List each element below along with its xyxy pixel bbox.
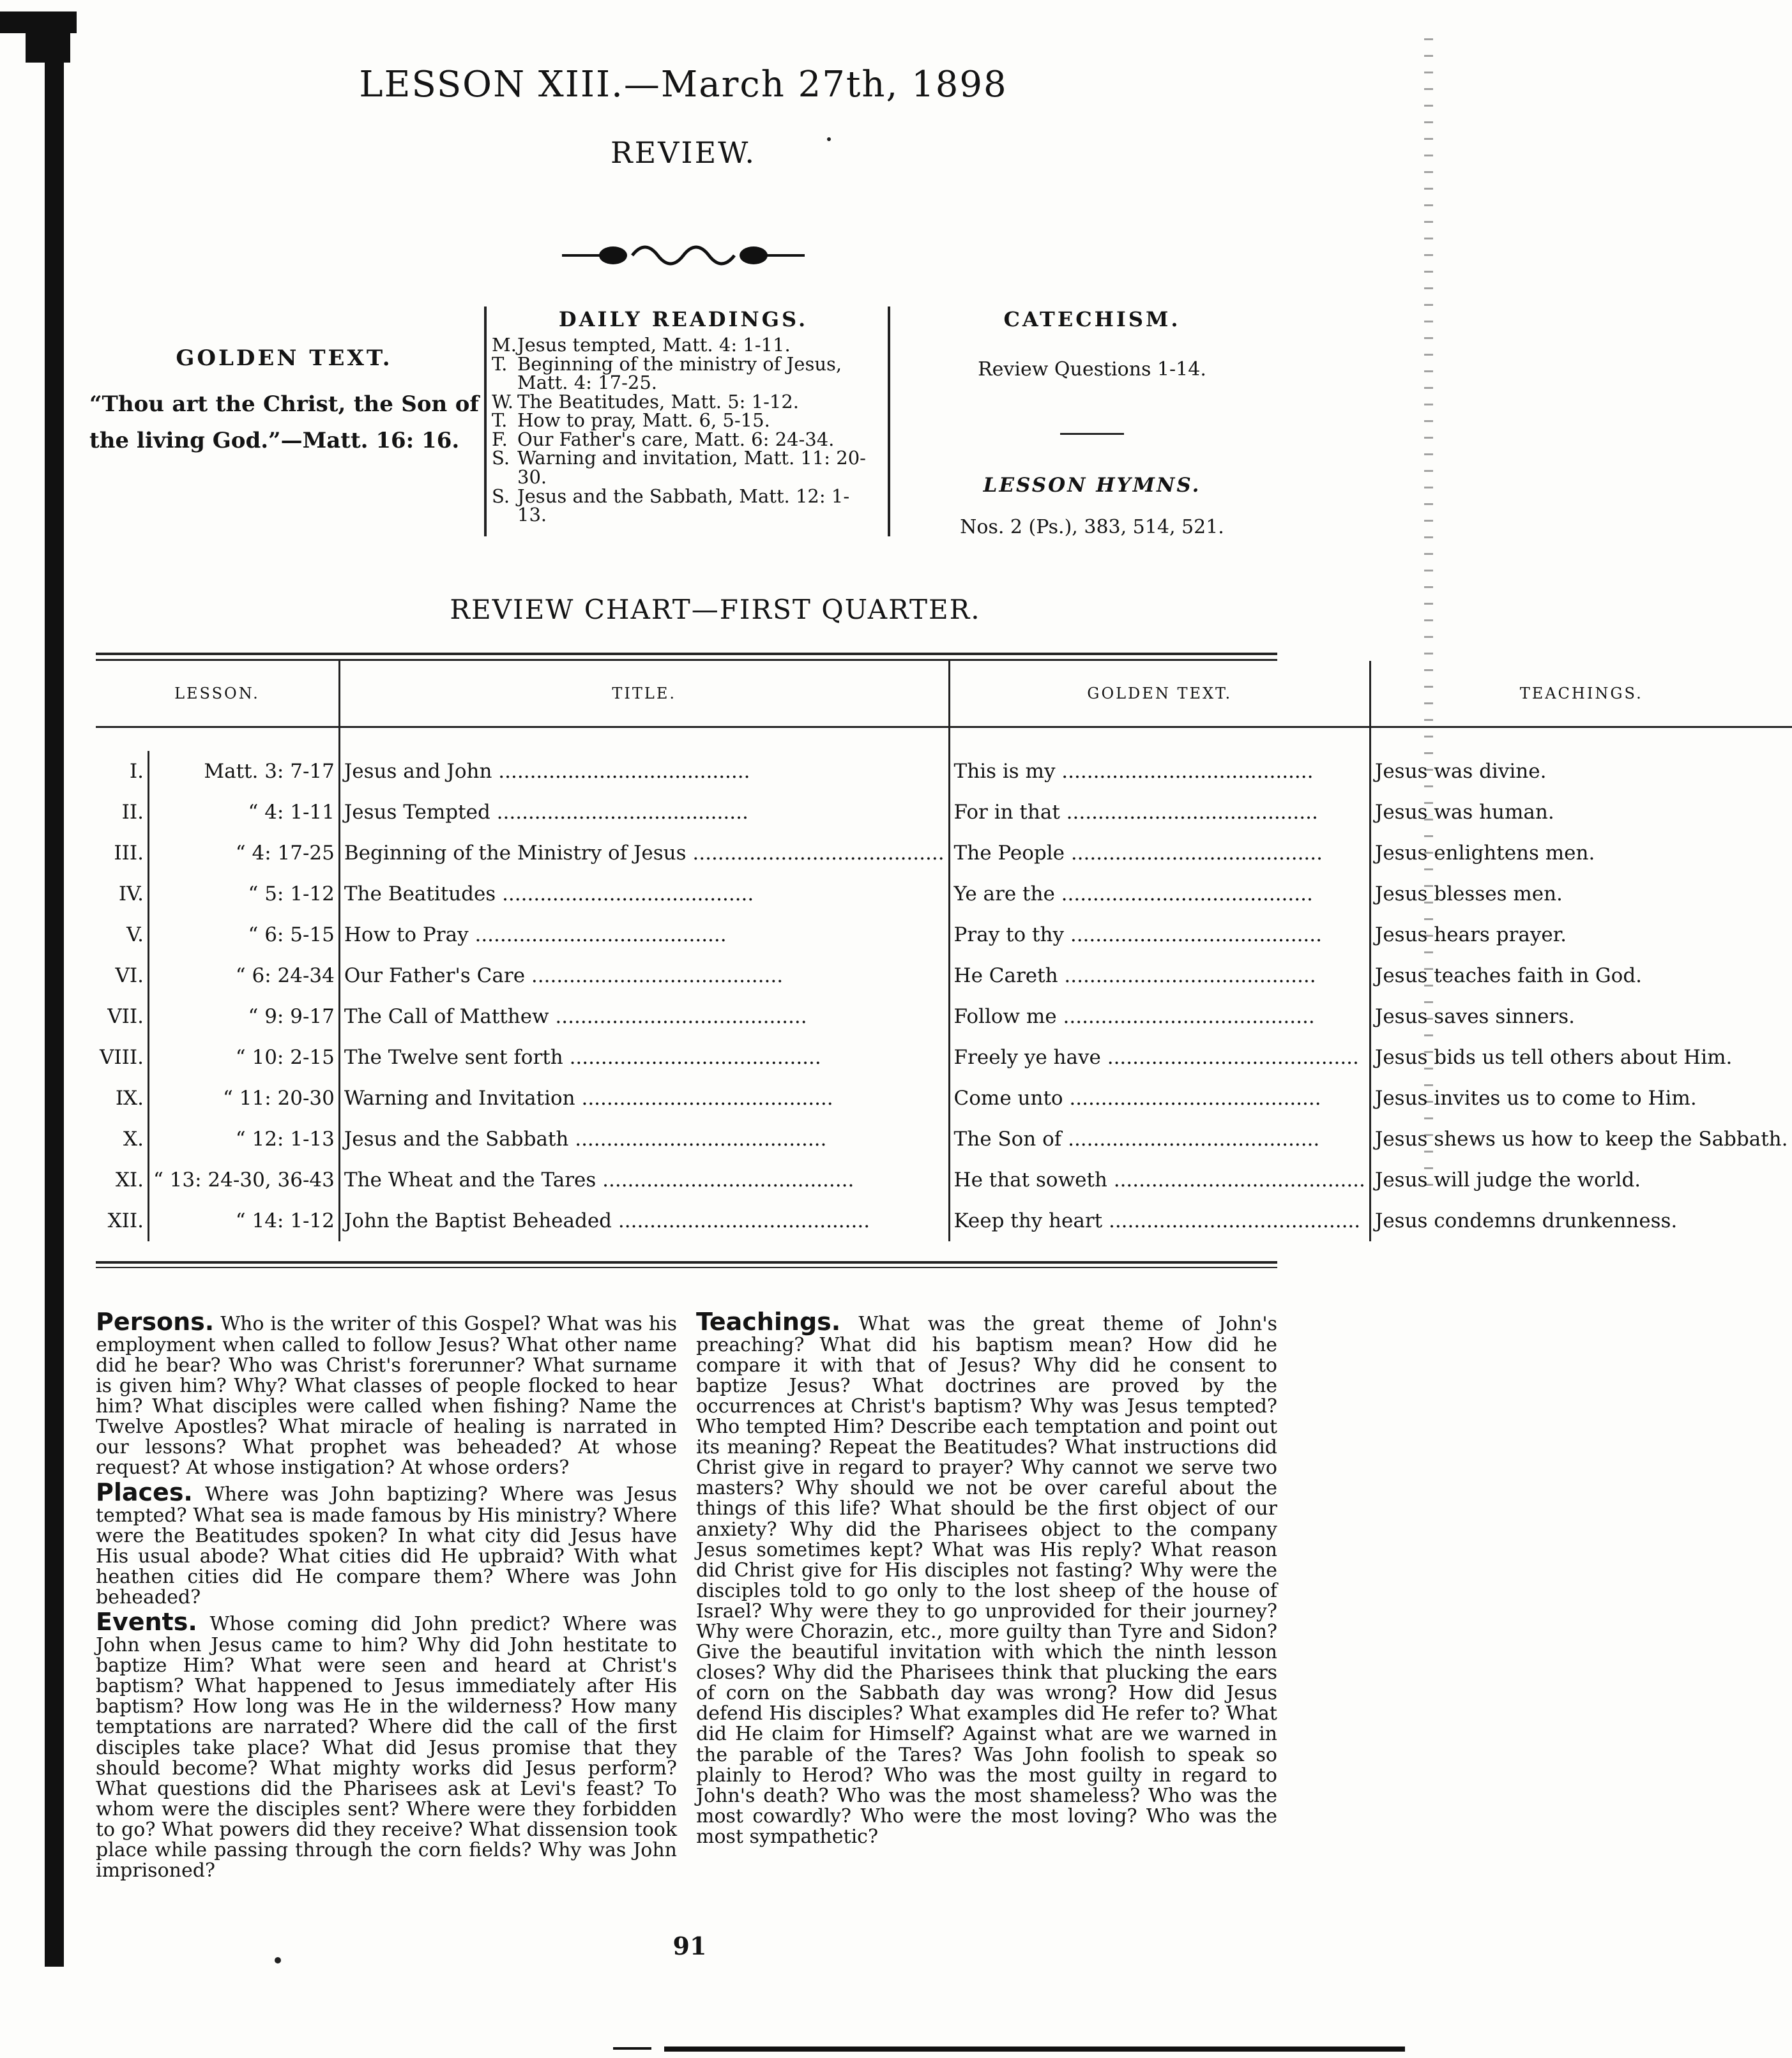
scripture-reference: “ 12: 1-13	[148, 1119, 339, 1160]
reading-item: M. Jesus tempted, Matt. 4: 1-11.	[492, 334, 791, 356]
lesson-teaching: Jesus shews us how to keep the Sabbath.	[1374, 1128, 1788, 1151]
lesson-title: How to Pray .....	[339, 914, 949, 955]
lesson-teaching: Jesus teaches faith in God.	[1374, 964, 1643, 987]
lesson-title: Jesus Tempted .....	[339, 792, 949, 833]
daily-readings-block	[492, 306, 875, 525]
golden-text-excerpt: Ye are the .....	[949, 874, 1370, 914]
lesson-number: X.	[96, 1119, 148, 1160]
lesson-number: V.	[96, 914, 148, 955]
teachings-text: What was the great theme of John's preaching? What did his baptism mean? How did he compare it with that of Jesus? Why did he consent to baptize Jesus? What doctrines are proved by the occurrences at Christ's baptism? Why was Jesus tempted? Who tempted Him? Describe each temptation and point out its meaning? Repeat the Beatitudes? What instructions did Christ give in regard to prayer? Why cannot we serve two masters? Why should we not be over careful about the things of this life? What should be the first object of our anxiety? Why did the Pharisees object to the company Jesus sometimes kept? What was His reply? What reason did Christ give for His disciples not fasting? Why were the disciples told to go only to the lost sheep of the house of Israel? Why were they to go unprovided for their journey? Why were Chorazin, etc., more guilty than Tyre and Sidon? Give the beautiful invitation with which the ninth lesson closes? Why did the Pharisees think that plucking the ears of corn on the Sabbath day was wrong? How did Jesus defend His disciples? What examples did He refer to? What did He claim for Himself? Against what are we warned in the parable of the Tares? Was John foolish to speak so plainly to Herod? Who was the most guilty in regard to John's death? Who was the most shameless? Who was the most cowardly? Who were the most loving? Who was the most sympathetic?	[696, 1313, 1277, 1848]
column-divider	[888, 306, 890, 536]
golden-text-excerpt: Pray to thy .....	[949, 914, 1370, 955]
scripture-reference: “ 11: 20-30	[148, 1078, 339, 1119]
lesson-number: VIII.	[96, 1037, 148, 1078]
scripture-reference: “ 4: 17-25	[148, 833, 339, 874]
chart-row	[96, 751, 1792, 792]
scripture-reference: “ 6: 5-15	[148, 914, 339, 955]
review-chart	[96, 661, 1788, 1241]
lesson-teaching: Jesus hears prayer.	[1374, 923, 1567, 946]
reading-item: S. Warning and invitation, Matt. 11: 20-30.	[492, 447, 866, 488]
lesson-title: The Wheat and the Tares .....	[339, 1160, 949, 1200]
scripture-reference: Matt. 3: 7-17	[148, 751, 339, 792]
lesson-title: The Call of Matthew .....	[339, 996, 949, 1037]
catechism-block	[913, 306, 1271, 540]
golden-text-heading: GOLDEN TEXT.	[176, 345, 393, 371]
catechism-text: Review Questions 1-14.	[978, 358, 1206, 381]
lesson-hymns-numbers: Nos. 2 (Ps.), 383, 514, 521.	[960, 516, 1224, 539]
column-divider	[484, 306, 487, 536]
binding-edge	[0, 0, 77, 2058]
lesson-teaching: Jesus was divine.	[1374, 760, 1547, 783]
teachings-section	[696, 1309, 1277, 1847]
chart-bottom-rule	[96, 1267, 1277, 1268]
lesson-title: The Beatitudes .....	[339, 874, 949, 914]
lesson-teaching: Jesus blesses men.	[1374, 882, 1563, 905]
golden-text-excerpt: The People .....	[949, 833, 1370, 874]
lesson-number: II.	[96, 792, 148, 833]
header-teachings: TEACHINGS.	[1519, 685, 1643, 702]
lesson-title: Jesus and John .....	[339, 751, 949, 792]
places-text: Where was John baptizing? Where was Jesus tempted? What sea is made famous by His ministry? Where were the Beatitudes spoken? In what city did Jesus have His usual abode? What cities did He upbraid? With what heathen cities did He compare them? Where was John beheaded?	[96, 1483, 677, 1609]
lesson-teaching: Jesus condemns drunkenness.	[1374, 1209, 1678, 1232]
lesson-teaching: Jesus will judge the world.	[1374, 1169, 1641, 1192]
ornament-divider	[556, 236, 811, 275]
scripture-reference: “ 13: 24-30, 36-43	[148, 1160, 339, 1200]
persons-lead: Persons.	[96, 1308, 215, 1336]
footer-dash	[613, 2047, 651, 2050]
lesson-title: The Twelve sent forth .....	[339, 1037, 949, 1078]
review-title: REVIEW.	[610, 135, 757, 170]
lesson-hymns-heading: LESSON HYMNS.	[983, 473, 1201, 497]
questions-left-column	[96, 1309, 677, 1882]
chart-header-row	[96, 661, 1792, 727]
chart-bottom-rule	[96, 1261, 1277, 1264]
lesson-number: XII.	[96, 1200, 148, 1241]
lesson-number: VI.	[96, 955, 148, 996]
golden-text-excerpt: Keep thy heart .....	[949, 1200, 1370, 1241]
lesson-title: Our Father's Care .....	[339, 955, 949, 996]
ink-speck	[275, 1957, 281, 1963]
chart-title: REVIEW CHART—FIRST QUARTER.	[450, 594, 981, 625]
lesson-teaching: Jesus bids us tell others about Him.	[1374, 1046, 1733, 1069]
scripture-reference: “ 10: 2-15	[148, 1037, 339, 1078]
golden-text-excerpt: This is my .....	[949, 751, 1370, 792]
golden-text-excerpt: Freely ye have .....	[949, 1037, 1370, 1078]
lesson-title: Beginning of the Ministry of Jesus .....	[339, 833, 949, 874]
chart-row	[96, 874, 1792, 914]
golden-text-excerpt: He Careth .....	[949, 955, 1370, 996]
persons-text: Who is the writer of this Gospel? What was his employment when called to follow Jesus? What other name did he bear? Who was Christ's forerunner? What surname is given him? Why? What classes of people flocked to hear him? What disciples were called when fishing? Name the Twelve Apostles? What miracle of healing is narrated in our lessons? What prophet was beheaded? At whose request? At whose instigation? At whose orders?	[96, 1313, 677, 1479]
lesson-heading: LESSON XIII.—March 27th, 1898	[359, 64, 1008, 105]
scripture-reference: “ 4: 1-11	[148, 792, 339, 833]
reading-item: T. Beginning of the ministry of Jesus, Matt. 4: 17-25.	[492, 352, 842, 394]
review-chart-table	[96, 661, 1792, 1241]
chart-header-gap	[96, 727, 1792, 752]
lesson-teaching: Jesus was human.	[1374, 801, 1554, 824]
events-text: Whose coming did John predict? Where was John when Jesus came to him? Why did John hestitate to baptize Him? What were seen and heard at Christ's baptism? What happened to Jesus immediately after His baptism? How long was He in the wilderness? How many temptations are narrated? Where did the call of the first disciples take place? What did Jesus promise that they should become? What mighty works did Jesus perform? What questions did the Pharisees ask at Levi's feast? To whom were the disciples sent? Where were they forbidden to go? What powers did they receive? What dissension took place while passing through the corn fields? Why was John imprisoned?	[96, 1613, 677, 1882]
events-section	[96, 1609, 677, 1881]
golden-text-block	[89, 345, 479, 460]
golden-text-quote: “Thou art the Christ, the Son of the living God.”—Matt. 16: 16.	[89, 391, 479, 454]
chart-row	[96, 1078, 1792, 1119]
golden-text-excerpt: Follow me .....	[949, 996, 1370, 1037]
lesson-number: IV.	[96, 874, 148, 914]
chart-row	[96, 914, 1792, 955]
places-section	[96, 1479, 677, 1608]
chart-body	[96, 751, 1792, 1241]
header-title: TITLE.	[339, 661, 949, 727]
lesson-title: Jesus and the Sabbath .....	[339, 1119, 949, 1160]
chart-row	[96, 1037, 1792, 1078]
lesson-teaching: Jesus enlightens men.	[1374, 842, 1595, 865]
reading-item: F. Our Father's care, Matt. 6: 24-34.	[492, 428, 835, 450]
lesson-number: IX.	[96, 1078, 148, 1119]
events-lead: Events.	[96, 1608, 197, 1637]
scripture-reference: “ 14: 1-12	[148, 1200, 339, 1241]
lesson-title: Warning and Invitation .....	[339, 1078, 949, 1119]
questions-right-column	[696, 1309, 1277, 1849]
header-golden-text: GOLDEN TEXT.	[949, 661, 1370, 727]
chart-row	[96, 1200, 1792, 1241]
scripture-reference: “ 9: 9-17	[148, 996, 339, 1037]
reading-item: S. Jesus and the Sabbath, Matt. 12: 1-13.	[492, 485, 850, 526]
lesson-teaching: Jesus invites us to come to Him.	[1374, 1087, 1697, 1110]
header-lesson: LESSON.	[96, 661, 339, 727]
chart-top-rule	[96, 653, 1277, 655]
lesson-number: I.	[96, 751, 148, 792]
golden-text-excerpt: The Son of .....	[949, 1119, 1370, 1160]
lesson-title: John the Baptist Beheaded .....	[339, 1200, 949, 1241]
golden-text-excerpt: He that soweth .....	[949, 1160, 1370, 1200]
chart-row	[96, 996, 1792, 1037]
daily-readings-heading: DAILY READINGS.	[558, 307, 809, 331]
lesson-number: VII.	[96, 996, 148, 1037]
scripture-reference: “ 6: 24-34	[148, 955, 339, 996]
lesson-number: III.	[96, 833, 148, 874]
reading-item: W. The Beatitudes, Matt. 5: 1-12.	[492, 390, 800, 412]
chart-row	[96, 1119, 1792, 1160]
scripture-reference: “ 5: 1-12	[148, 874, 339, 914]
chart-row	[96, 833, 1792, 874]
persons-section	[96, 1309, 677, 1478]
lesson-number: XI.	[96, 1160, 148, 1200]
chart-row	[96, 792, 1792, 833]
reading-item: T. How to pray, Matt. 6, 5-15.	[492, 409, 770, 432]
teachings-lead: Teachings.	[696, 1308, 841, 1336]
golden-text-excerpt: For in that .....	[949, 792, 1370, 833]
chart-row	[96, 955, 1792, 996]
short-divider	[1060, 433, 1124, 435]
golden-text-excerpt: Come unto .....	[949, 1078, 1370, 1119]
lesson-teaching: Jesus saves sinners.	[1374, 1005, 1575, 1028]
places-lead: Places.	[96, 1478, 193, 1507]
footer-rule	[664, 2047, 1405, 2052]
page-number: 91	[672, 1932, 707, 1960]
catechism-heading: CATECHISM.	[1003, 307, 1181, 331]
chart-row	[96, 1160, 1792, 1200]
